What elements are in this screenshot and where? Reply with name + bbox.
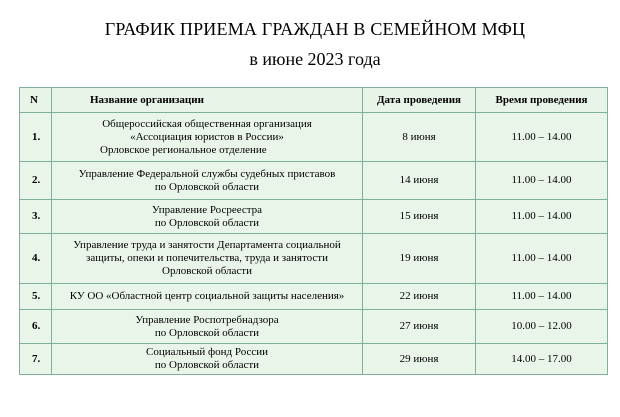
row-number: 2. <box>20 162 52 200</box>
org-line: Орловской области <box>162 265 252 277</box>
row-organization <box>52 162 363 200</box>
row-organization <box>52 200 363 234</box>
page-subtitle: в июне 2023 года <box>249 49 381 69</box>
row-date: 27 июня <box>363 310 476 344</box>
org-line: Управление Федеральной службы судебных приставов <box>78 167 336 180</box>
row-date: 22 июня <box>363 284 476 310</box>
org-line: по Орловской области <box>154 216 260 229</box>
org-line: Управление труда и занятости Департамента социальной <box>73 239 341 251</box>
row-date: 14 июня <box>363 162 476 200</box>
row-date: 29 июня <box>363 344 476 375</box>
org-line: Управление Роспотребнадзора <box>135 313 279 326</box>
row-time: 11.00 – 14.00 <box>476 162 608 200</box>
row-organization <box>52 310 363 344</box>
row-time: 11.00 – 14.00 <box>476 200 608 234</box>
row-number: 1. <box>20 113 52 162</box>
table-row <box>20 200 608 234</box>
org-line: КУ ОО «Областной центр социальной защиты населения» <box>69 290 345 302</box>
row-number: 7. <box>20 344 52 375</box>
row-time: 14.00 – 17.00 <box>476 344 608 375</box>
org-line: защиты, опеки и попечительства, труда и занятости <box>86 252 328 264</box>
header-organization: Название организации <box>52 88 363 113</box>
table-header-row <box>20 88 608 113</box>
row-organization <box>52 284 363 310</box>
row-time: 11.00 – 14.00 <box>476 284 608 310</box>
org-line: по Орловской области <box>154 359 260 371</box>
row-organization <box>52 113 363 162</box>
header-time: Время проведения <box>476 88 608 113</box>
row-time: 11.00 – 14.00 <box>476 113 608 162</box>
row-time: 10.00 – 12.00 <box>476 310 608 344</box>
org-line: Орловское региональное отделение <box>100 143 267 156</box>
schedule-table <box>19 87 608 375</box>
row-number: 6. <box>20 310 52 344</box>
row-number: 4. <box>20 234 52 284</box>
page-title: ГРАФИК ПРИЕМА ГРАЖДАН В СЕМЕЙНОМ МФЦ <box>104 19 526 39</box>
org-line: Социальный фонд России <box>145 346 269 358</box>
table-row <box>20 344 608 375</box>
org-line: по Орловской области <box>154 326 260 339</box>
row-time: 11.00 – 14.00 <box>476 234 608 284</box>
row-organization <box>52 234 363 284</box>
org-line: «Ассоциация юристов в России» <box>130 130 284 143</box>
row-date: 19 июня <box>363 234 476 284</box>
row-date: 8 июня <box>363 113 476 162</box>
row-organization <box>52 344 363 375</box>
org-line: по Орловской области <box>154 180 260 193</box>
org-line: Управление Росреестра <box>151 203 263 216</box>
header-number: N <box>20 88 52 113</box>
table-row <box>20 284 608 310</box>
header-date: Дата проведения <box>363 88 476 113</box>
row-number: 5. <box>20 284 52 310</box>
org-line: Общероссийская общественная организация <box>102 117 312 130</box>
row-number: 3. <box>20 200 52 234</box>
row-date: 15 июня <box>363 200 476 234</box>
table-row <box>20 310 608 344</box>
table-row <box>20 234 608 284</box>
table-row <box>20 162 608 200</box>
table-row <box>20 113 608 162</box>
